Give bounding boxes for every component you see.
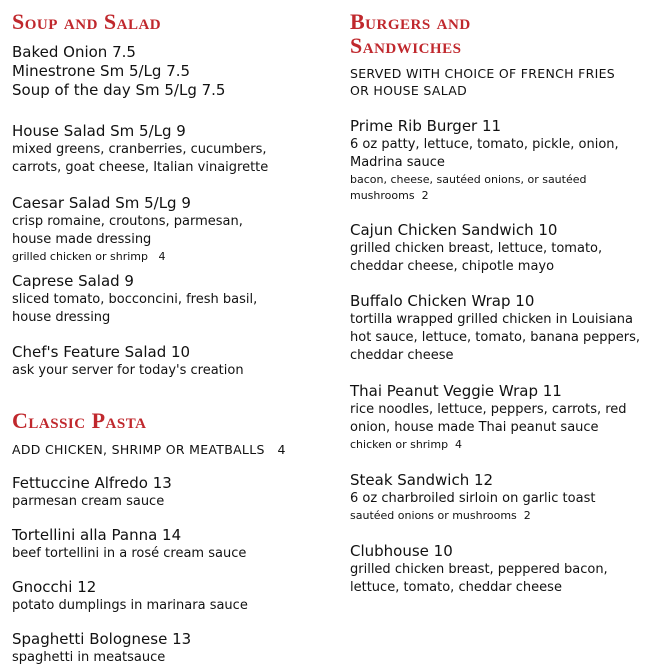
menu-item-baked-onion: Baked Onion 7.5 (12, 43, 136, 61)
menu-item-caprese-salad (12, 272, 332, 327)
item-title: Tortellini alla Panna 14 (12, 526, 182, 544)
item-desc: 6 oz charbroiled sirloin on garlic toast (350, 491, 596, 506)
menu-item-prime-rib-burger (350, 117, 645, 204)
item-desc: crisp romaine, croutons, parmesan, (12, 214, 243, 229)
item-title: Fettuccine Alfredo 13 (12, 474, 172, 492)
item-title: Steak Sandwich 12 (350, 471, 494, 489)
pasta-note: ADD CHICKEN, SHRIMP OR MEATBALLS 4 (12, 442, 286, 457)
item-title: Cajun Chicken Sandwich 10 (350, 221, 558, 239)
item-desc: hot sauce, lettuce, tomato, banana peppers, (350, 330, 641, 345)
item-title: Gnocchi 12 (12, 578, 97, 596)
soup-salad-section (12, 10, 161, 34)
item-desc: onion, house made Thai peanut sauce (350, 420, 599, 435)
item-desc: cheddar cheese, chipotle mayo (350, 259, 555, 274)
item-title: Caesar Salad Sm 5/Lg 9 (12, 194, 191, 212)
item-title: Caprese Salad 9 (12, 272, 134, 290)
item-desc: grilled chicken breast, lettuce, tomato, (350, 241, 603, 256)
item-title: Thai Peanut Veggie Wrap 11 (350, 382, 562, 400)
item-addon: grilled chicken or shrimp 4 (12, 250, 166, 263)
item-desc: parmesan cream sauce (12, 494, 165, 509)
menu-item-chefs-feature-salad (12, 343, 332, 380)
note-line: OR HOUSE SALAD (350, 83, 468, 98)
item-desc: tortilla wrapped grilled chicken in Louisiana (350, 312, 634, 327)
menu-item-thai-wrap (350, 382, 645, 453)
menu-item-house-salad (12, 122, 332, 177)
item-desc: carrots, goat cheese, Italian vinaigrette (12, 160, 269, 175)
menu-item-spaghetti-bolognese (12, 630, 332, 667)
menu-item-steak-sandwich (350, 471, 645, 524)
menu-item-soup-of-day: Soup of the day Sm 5/Lg 7.5 (12, 81, 226, 99)
menu-item-tortellini (12, 526, 332, 563)
burgers-heading-line1: Burgers and (350, 9, 471, 34)
item-title: Buffalo Chicken Wrap 10 (350, 292, 535, 310)
item-desc: mixed greens, cranberries, cucumbers, (12, 142, 267, 157)
item-desc: lettuce, tomato, cheddar cheese (350, 580, 562, 595)
item-title: Clubhouse 10 (350, 542, 453, 560)
pasta-section (12, 409, 146, 433)
menu-item-cajun-chicken (350, 221, 645, 276)
note-line: SERVED WITH CHOICE OF FRENCH FRIES (350, 66, 616, 81)
item-desc: sliced tomato, bocconcini, fresh basil, (12, 292, 258, 307)
item-title: Spaghetti Bolognese 13 (12, 630, 192, 648)
menu-item-fettuccine (12, 474, 332, 511)
soup-list (12, 43, 332, 100)
item-title: House Salad Sm 5/Lg 9 (12, 122, 186, 140)
item-title: Prime Rib Burger 11 (350, 117, 502, 135)
menu-item-gnocchi (12, 578, 332, 615)
item-desc: ask your server for today's creation (12, 363, 244, 378)
item-addon: bacon, cheese, sautéed onions, or sautéed (350, 173, 587, 186)
item-addon: sautéed onions or mushrooms 2 (350, 509, 531, 522)
menu-item-buffalo-wrap (350, 292, 650, 365)
menu-item-minestrone: Minestrone Sm 5/Lg 7.5 (12, 62, 191, 80)
item-desc: rice noodles, lettuce, peppers, carrots, red (350, 402, 627, 417)
item-desc: house made dressing (12, 232, 152, 247)
pasta-heading: Classic Pasta (12, 408, 147, 433)
menu-item-caesar-salad (12, 194, 332, 265)
item-desc: house dressing (12, 310, 111, 325)
item-desc: potato dumplings in marinara sauce (12, 598, 248, 613)
item-title: Chef's Feature Salad 10 (12, 343, 191, 361)
item-desc: Madrina sauce (350, 155, 445, 170)
burgers-section (350, 10, 471, 58)
burgers-note (350, 65, 615, 99)
soup-salad-heading: Soup and Salad (12, 9, 162, 34)
menu-item-clubhouse (350, 542, 645, 597)
burgers-heading-line2: Sandwiches (350, 33, 462, 58)
item-desc: spaghetti in meatsauce (12, 650, 166, 665)
item-addon: mushrooms 2 (350, 189, 429, 202)
item-desc: 6 oz patty, lettuce, tomato, pickle, onion, (350, 137, 619, 152)
item-desc: beef tortellini in a rosé cream sauce (12, 546, 247, 561)
item-desc: cheddar cheese (350, 348, 454, 363)
item-desc: grilled chicken breast, peppered bacon, (350, 562, 608, 577)
item-addon: chicken or shrimp 4 (350, 438, 463, 451)
